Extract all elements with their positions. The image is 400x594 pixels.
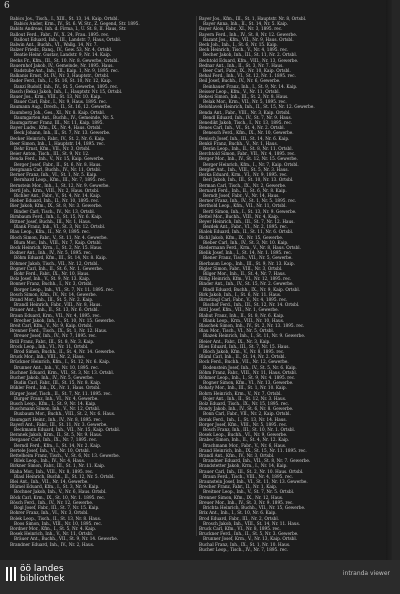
directory-entry: Buxbaum Mor., Buchh., VIII., St. 2, Nr. 6. Haus. <box>14 411 116 417</box>
directory-entry: Blank Franz, Inh., VI., St. 3, Nr. 12. Ortsbl. <box>14 224 106 230</box>
directory-entry: Baumann Aug., Drech., II., St. 16, 12. Gewerbe. <box>10 104 112 110</box>
directory-entry: Brandner Eduard, Inh., IV., Nr. 2, Haus. <box>10 541 95 547</box>
directory-entry: Brandner Eduard, Inh., VII., St. 8, Nr. 7. Gewerbe. <box>203 458 311 464</box>
directory-entry: Bindl Eduard, Buchh., IX., Nr. 9, Kaip. Ortsbl. <box>203 286 300 292</box>
directory-entry: Bechtold Eduard, Kfm., VIII., Nr. 13, Gewerbe. <box>199 57 299 63</box>
directory-entry: Bodenstein Josef, Inh., IV., St. 5, Nr. 6. Kaip. <box>203 364 297 370</box>
directory-entry: Bruckner Ferd., Inh., II., St. 5, Nr. 3. Gewerbe. <box>199 531 299 537</box>
directory-entry: Belak Mor., Krm., VII., Nr. 5, 1895. rec. <box>203 99 287 105</box>
directory-entry: Berner Franz, Inh., IV., St. 1, Nr. 5. 1895. rec. <box>199 198 297 204</box>
directory-entry: Blies Eduard, Inh., III., St. 7, Nr. 15. Haus. <box>199 343 290 349</box>
directory-entry: Brachmann Mor., Fabr., V., Nr. 6, Haus. <box>203 442 287 448</box>
directory-entry: Böhmer Jakob, Tisch., VII., Nr. 12, Ortsbl. <box>10 260 99 266</box>
directory-entry: Blahut Franz, Inh., II., St. 8, Nr. 6. Kaip. <box>199 312 285 318</box>
directory-entry: Bock Heinrich, Krm., I., St. 2, Nr. 15. Haus. <box>10 244 103 250</box>
directory-entry: Bauer Carl, Fabr., I., Nr. 9, Haus. 1895. rec. <box>14 99 108 105</box>
directory-entry: Bader Ferd., Inh., I., St. 16, St. 10, Nr. 12, Kaip. <box>10 78 112 84</box>
directory-entry: Bruck Carl, Kfm., VI., Nr. 8, 1895. rec. <box>199 525 281 531</box>
directory-entry: Brand Mor., Inh., III., St. 5, Nr. 2. Kaip. <box>10 296 94 302</box>
directory-entry: Behr Ernst, Kfm., VII., Nr. 3, Ortsbl. <box>14 146 91 152</box>
directory-entry: Beil Josef, Buchh., IV., Nr. 6, Gewerbe. <box>199 78 281 84</box>
directory-entry: Berndt Josef, Fabr., V., Nr. 14, Haus. <box>203 192 280 198</box>
directory-entry: Bühler Ferd., Inh., IX., Nr. 1, Haus. Ortsbl. <box>10 385 101 391</box>
directory-entry: Brandl Heinrich, Fabr., VIII., Nr. 8, Haus. <box>14 302 102 308</box>
directory-entry: Bürger Josef, Tisch., II., St. 7, Nr. 11. 1895. rec. <box>10 390 112 396</box>
directory-entry: Bruck Mor., Inh., VIII., Nr. 2, Haus. <box>10 354 85 360</box>
directory-entry: Brauer Ant., Inh., II., St. 13, Nr. 6. Ortsbl. <box>10 307 99 313</box>
directory-entry: Berka Eduard, Krm., VI., Nr. 9, 1895. rec. <box>199 172 288 178</box>
directory-entry: Buchal Franz, Inh., IX., St. 1, Nr. 10. Haus. <box>199 541 291 547</box>
directory-entry: Bucher Jakob, Inh., IV., Nr. 5, Gewerbe. <box>10 375 94 381</box>
directory-entry: Bosch Simon, Kfm., IV., Nr. 14, Gewerbe. <box>10 291 97 297</box>
directory-entry: Beranek Jakob, Krm., II., St. 5, Nr. 9. Haus. <box>10 432 103 438</box>
directory-entry: Bigler Simon, Fabr., VIII., Nr. 3, Ortsbl. <box>199 265 283 271</box>
directory-entry: Birnbaum Ferd., Inh., I., St. 15, Nr. 6. Kaip. <box>10 213 103 219</box>
directory-entry: Brock Leop., Inh., VI., Nr. 11, Ortsbl. <box>10 343 89 349</box>
directory-entry: Beck Joh., Inh., I., St. 6, Nr. 15. Kaip. <box>199 42 278 48</box>
directory-entry: Bock Ferd., Buchh., VII., Nr. 12, Gewerbe. <box>199 359 289 365</box>
directory-entry: Bauer Jos., Krm., VIII., St. 13, Nr. 10. Kaip. <box>10 94 102 100</box>
directory-entry: Breuer Josef, Inh., IV., Nr. 7, 1895. rec. <box>14 333 97 339</box>
directory-entry: Bordner Mor., Kfm., I., St. 5, Nr. 4. Kaip. <box>10 525 97 531</box>
directory-entry: Bialek Eduard, Inh., II., St. 11, Nr. 6. Ortsbl. <box>199 229 294 235</box>
directory-entry: Babits Andreas, Inh. d. Firma, I., U. St. 8, II. Haus, Str. <box>10 26 127 32</box>
library-logo[interactable] <box>6 564 64 584</box>
directory-entry: Boos Simon, Inh., VIII., Nr. 10, 1895. rec. <box>14 520 103 526</box>
directory-entry: Böhm Franz, Fabr., VIII., Nr. 11, Haus. Ortsbl. <box>199 369 298 375</box>
directory-entry: Bodner Ant., Inh., IV., Nr. 5, 1895. rec. <box>10 250 92 256</box>
directory-entry: Bernard Ferd., Inh., II., St. 6, Nr. 8. Kaip. <box>199 187 287 193</box>
directory-entry: Berchtold Simon, Fabr., VII., Nr. 4, 1895. rec. <box>199 151 296 157</box>
directory-entry: Brichta Heinrich, Buchh., VII., Nr. 15, Gewerbe. <box>203 505 306 511</box>
directory-entry: Benda Ant., Fabr., VIII., Nr. 3, Kaip. Ortsbl. <box>199 109 291 115</box>
directory-entry: Brandl Ant., Kfm., IV., Nr. 3, Ortsbl. <box>199 453 275 459</box>
page-number: 6 <box>4 1 10 11</box>
directory-entry: Bernstein Mor., Inh., I., St. 12, Nr. 9. Gewerbe. <box>10 182 110 188</box>
directory-entry: Beer Carl, Fabr., IX., Nr. 10, Kaip. Ortsbl. <box>203 68 291 74</box>
directory-entry: Bergmann Carl, Buchh., IV., Nr. 11, Ortsbl. <box>10 166 102 172</box>
directory-entry: Borger Josef, Kfm., VIII., Nr. 5, 1895. rec. <box>199 421 288 427</box>
directory-entry: Berán Leop., Inh., II., St. 8, Nr. 11. Ortsbl. <box>203 146 293 152</box>
directory-entry: Babics Jos., Tisch., I., XIII., St. 13, 14. Kaip. Ortsbl. <box>10 16 119 21</box>
directory-entry: Böck Carl, Krm., IX., St. 10, Nr. 1. 1895. rec. <box>10 494 106 500</box>
directory-entry: Bogner Simon, Kfm., VI., Nr. 13, Gewerbe. <box>203 380 294 386</box>
directory-entry: Bosch Franz, Inh., III., St. 10, Nr. 1. Ortsbl. <box>203 427 296 433</box>
directory-entry: Bohaty Mor., Inh., III., St. 1, Nr. 10. Kaip. <box>199 385 287 391</box>
directory-entry: Balzer Friedr., Banq., IV., Gew. 53, Nr. 4, Ortsbl. <box>10 47 113 53</box>
directory-entry: Balwin Ant., Buchh., VI., Wallg. 14, Nr. 7. <box>10 42 98 48</box>
directory-entry: Buschmann Simon, Inh., V., Nr. 12, Ortsbl. <box>10 406 101 412</box>
directory-entry: Berndl Ferd., Kfm., I., St. 14, Nr. 2. Kaip. <box>14 442 102 448</box>
directory-entry: Bosek Leop., Buchh., VI., Nr. 9, Gewerbe. <box>199 432 288 438</box>
directory-entry: Becher Jakob, Inh., III., St. 11, Nr. 2. Ortsbl. <box>203 52 297 58</box>
directory-entry: Bilek Leop., Inh., IV., Nr. 4, Haus. <box>14 458 86 464</box>
directory-entry: Berger Mor., Inh., IV., St. 12, Nr. 15. Gewerbe. <box>199 156 298 162</box>
directory-entry: Babics Ander, Krm., IV., St. 6. W. Str., Z. Gegend, Str. 1895. <box>14 21 140 27</box>
directory-entry: Ballout Ferd., Fabr., IV., X. 24, Frau. 1895. rec. <box>10 31 110 37</box>
directory-entry: Bochner Jakob, Inh., V., Nr. 6, Haus. Ortsbl. <box>14 489 107 495</box>
directory-entry: Beyer Heinrich, Inh., III., St. 7, Nr. 12. Haus. <box>199 218 295 224</box>
directory-entry: Bertele Josef, Inh., VI., Nr. 10, Ortsbl. <box>10 447 90 453</box>
directory-entry: Bayer Ludw., Kfm., IX., Nr. 4, Haus. Ortsbl. <box>10 125 102 131</box>
directory-entry: Bettelheim Franz, Tisch., V., St. 6, Nr. 13. Gewerbe. <box>10 453 120 459</box>
directory-entry: Bergler Ant., Inh., VIII., St. 5, Nr. 3. Haus. <box>199 166 289 172</box>
directory-entry: Brix Ant., Inh., I., St. 10, Nr. 6. Kaip. <box>199 510 277 516</box>
directory-entry: Bloch Simon, Fabr., V., St. 11, Nr. 4. Gewerbe. <box>10 234 108 240</box>
directory-entry: Böhm Eduard, Kfm., III., St. 14, Nr. 8. Kaip. <box>14 255 107 261</box>
directory-entry: Bendl Eduard, Inh., IV., St. 7, Nr. 9. Haus. <box>203 114 292 120</box>
directory-entry: Brückner Heinrich, Kfm., I., St. 12, Nr. 6. Kaip. <box>10 359 111 365</box>
directory-entry: Benesch Ferd., Kfm., IX., Nr. 10, Gewerbe. <box>203 130 294 136</box>
directory-entry: Benda Ferd., Inh., V., Nr. 15, Kaip. Gewerbe. <box>10 156 105 162</box>
directory-entry: Ballout Eduard, Inh., III., Landstr. 7, Haus, Ortsbl. <box>14 36 122 42</box>
directory-entry: Bondy Jakob, Inh., IV., St. 6, Nr. 8. Gewerbe. <box>199 406 294 412</box>
logo-line-2: bibliothek <box>20 574 65 584</box>
directory-entry: Brenner Simon, Kfm., IX., Nr. 12, Haus. <box>199 494 284 500</box>
directory-entry: Bieber Eduard, Inh., II., Nr. 10, 1895. rec. <box>10 198 100 204</box>
viewer-footer <box>0 560 400 594</box>
right-column <box>199 16 387 552</box>
directory-entry: Becker Heinrich, Fabr., IV., St. 2, Nr. 6. Kaip. <box>10 135 106 141</box>
directory-entry: Bohr Ferd., Fabr., IX., Nr. 10, Haus. <box>14 270 90 276</box>
directory-entry: Brecher Jakob, Inh., I., St. 10, Nr. 15. Gewerbe. <box>14 317 116 323</box>
directory-entry: Brabec Simon, Inh., II., St. 4, Nr. 12. Kaip. <box>199 437 290 443</box>
directory-entry: Borger Leop., Inh., VI., St. 7, Nr. 11. 1895. rec. <box>14 286 115 292</box>
directory-entry: Böhmer Leop., Inh., I., St. 9, Nr. 4. 1895. rec. <box>199 375 296 381</box>
directory-entry: Bräuer Ant., Buchh., VII., St. 9, Nr. 14. Gewerbe. <box>14 536 119 542</box>
directory-entry: Bayerl Ant., Fabr., III., St. 11, Nr. 3. Gewerbe. <box>10 421 108 427</box>
directory-entry: Biedermann Ferd., Krm., V., Nr. 8, Haus. Ortsbl. <box>199 244 301 250</box>
directory-entry: Brosch Jakob, Inh., VIII., St. 14, Nr. 11. Haus. <box>203 520 301 526</box>
directory-entry: Braun Eduard, Krm., VII., Nr. 4, 1895. rec. <box>10 312 101 318</box>
directory-entry: Blümel Eduard, Kfm., I., St. 3, Nr. 9. Kaip. <box>10 484 100 490</box>
logo-line-1: öö landes <box>20 564 64 574</box>
directory-entry: Beisser Leop., Kfm., V., Nr. 11, Ortsbl. <box>199 88 280 94</box>
directory-entry: Budin Carl, Fabr., III., St. 15, Nr. 8. Kaip. <box>14 380 102 386</box>
directory-entry: Birnstingl Carl, Fabr., V., Nr. 4, 1895. rec. <box>199 296 288 302</box>
logo-bars-icon <box>6 567 16 581</box>
directory-entry: Breuer Mor., Inh., IV., St. 3, Nr. 9. 1895. rec. <box>199 499 294 505</box>
directory-entry: Bayer Alois, Fabr., XI., Nr. 3, 1895. rec. <box>199 26 283 32</box>
directory-entry: Bolek Leop., Tisch., II., St. 13, Nr. 8. Haus. <box>10 515 102 521</box>
directory-entry: Brod Eduard, Fabr., III., Nr. 2, Ortsbl. <box>199 515 279 521</box>
directory-entry: Birkner Simon, Fabr., III., St. 1, Nr. 11. Kaip. <box>10 463 106 469</box>
directory-entry: Bolz Eduard, Tisch., IX., Nr. 15, 1895. rec. <box>199 401 290 407</box>
directory-entry: Behal Ferd., Inh., VI., St. 12, Nr. 1. 1895. rec. <box>199 73 296 79</box>
directory-entry: Benkö Franz, Buchh., V., Nr. 1, Haus. <box>199 140 278 146</box>
directory-entry: Brauer Carl, Inh., III., St. 2, Nr. 10. Haus. Ortsbl. <box>199 468 304 474</box>
directory-entry: Belohlavek Heinrich, Inh., II., St. 15, Nr. 12. Gewerbe. <box>199 104 315 110</box>
directory-entry: Blei Ant., Inh., VII., Nr. 14, Gewerbe. <box>10 479 89 485</box>
directory-entry: Bohrer Franz, Inh., VI., Nr. 3, Ortsbl. <box>10 510 89 516</box>
directory-entry: Brill Franz, Fabr., III., St. 8, Nr. 3. Kaip. <box>10 338 95 344</box>
directory-entry: Blaha Mor., Inh., VIII., Nr. 8, 1895. rec. <box>10 468 94 474</box>
directory-entry: Bischof Ferd., Inh., III., St. 12, Nr. 14. Ortsbl. <box>203 302 300 308</box>
directory-entry: Beinhauer Franz, Inh., I., St. 9, Nr. 14. Kaip. <box>203 83 298 89</box>
directory-entry: Berner Franz, Inh., VI., St. 1, Nr. 5. Kaip. <box>10 172 98 178</box>
directory-entry: Brunner Ant., Inh., V., Nr. 10, 1895. rec. <box>14 364 100 370</box>
directory-entry: Berthold Leop., Kfm., VII., Nr. 11, Ortsbl. <box>199 203 287 209</box>
directory-entry: Bichl Jakob, Kfm., IX., Nr. 15, Gewerbe. <box>199 234 284 240</box>
directory-entry: Bezdek Ant., Fabr., VI., Nr. 2, 1895. rec. <box>203 224 288 230</box>
directory-entry: Bergauer Carl, Inh., IX., Nr. 7, 1895. rec. <box>10 437 98 443</box>
directory-entry: Beck Johann, Inh., II., St. 7, Nr. 13. Gewerbe. <box>14 130 111 136</box>
directory-entry: Bierbaum Leop., Inh., III., St. 9, Nr. 13. Kaip. <box>199 260 295 266</box>
directory-entry: Beier Anton, Tisch., III., St. 9, Nr. 12. <box>10 151 90 157</box>
directory-entry: Brenner Ferd., Tisch., IX., St. 1, Nr. 12. Haus. <box>10 328 108 334</box>
directory-entry: Berl Jakob, Inh., III., St. 10, Nr. 13. Ortsbl. <box>203 177 294 183</box>
directory-entry: Buchner Eduard, Krm., VII., St. 3, Nr. 13. Ortsbl. <box>10 369 115 375</box>
directory-entry: Bonner Franz, Buchh., I., Nr. 3, Ortsbl. <box>10 281 93 287</box>
directory-entry: Birk Jakob, Inh., I., St. 6, Nr. 11. Haus. <box>199 291 282 297</box>
directory-entry: Billig Heinrich, Kfm., VI., Nr. 12, 1895. rec. <box>199 276 292 282</box>
directory-entry: Breitner Leop., Inh., V., St. 7, Nr. 5. Ortsbl. <box>203 489 295 495</box>
directory-entry: Baumgarten Ant., Buchh., IV., Gemeinde, Nr. 5. <box>14 114 115 120</box>
directory-entry: Blank Leop., Krm., VIII., Nr. 10, Haus. <box>203 317 285 323</box>
directory-entry: Beatie Heinr. Gustav, Landstr. 9, Nr. 14. Kaip. <box>14 52 112 58</box>
directory-entry: Berger Heinrich, Kfm., I., Nr. 7, Kaip. Ortsbl. <box>203 161 299 167</box>
directory-entry: Bertl Joh., Krm., VIII., Nr. 2, Haus. Ortsbl. <box>10 187 100 193</box>
directory-entry: Blau Leop., Kfm., II., Nr. 9, 1895. rec. <box>10 229 91 235</box>
directory-entry: Breit Carl, Kfm., V., Nr. 9, Kaip. Ortsbl. <box>10 322 93 328</box>
directory-entry: Bichler Ant., Fabr., V., St. 4, Nr. 14. Kaip. <box>14 192 101 198</box>
directory-entry: Beckmann Eduard, Inh., VII., Nr. 15, Kaip. Ortsbl. <box>14 427 121 433</box>
directory-entry: Bogl Josef, Fabr., III., St. 7, Nr. 15. Kaip. <box>14 505 100 511</box>
directory-entry: Borak Ferd., Inh., I., St. 13, Nr. 14. Haus. <box>199 416 287 422</box>
directory-entry: Brand Heinrich, Inh., IX., St. 15, Nr. 11. 1895. rec. <box>199 447 307 453</box>
directory-entry: Bekesi Simon, Inh., III., St. 2, Nr. 8. Haus. <box>199 94 289 100</box>
directory-entry: Bayer Anna, Inh., II., St. 14, Nr. 5. Kaip. <box>203 21 289 27</box>
directory-entry: Blasl Heinrich, Buchh., II., St. 12, Nr. 5. Ortsbl. <box>14 473 115 479</box>
directory-entry: Bolz Josef, Inh., V., St. 9, Nr. 13. Kaip. <box>10 276 91 282</box>
directory-entry: Bednar Ant., Inh., II., St. 3, Nr. 7. Haus. <box>199 62 284 68</box>
viewer-credit[interactable]: intranda viewer <box>342 570 390 577</box>
directory-entry: Bohrn Heinrich, Krm., V., Nr. 7, Ortsbl. <box>199 390 282 396</box>
directory-entry: Bittner Josef, Buchh., III., Nr. 1, Haus. <box>10 218 92 224</box>
directory-entry: Burger Franz, Inh., VI., Nr. 4, Gewerbe. <box>14 395 99 401</box>
directory-entry: Bösch Ferd., Inh., IV., Nr. 12, Gewerbe. <box>10 499 94 505</box>
directory-entry: Baumgartner Franz, III., Nr. 11, Kaip. 1895. <box>10 120 104 126</box>
directory-entry: Bojer Ant., Inh., II., St. 12, Nr. 3. Haus. <box>203 395 287 401</box>
directory-entry: Bayer Jos., Kfm., III., St. 1, Hauptstr. Nr. 8, Ortsbl. <box>199 16 307 21</box>
directory-entry: Bieber Carl, Inh., IV., St. 3, Nr. 10. Kaip. <box>203 239 289 245</box>
page-edge <box>386 0 392 560</box>
directory-entry: Baumberg Joh., Ges., XI., Nr. 8. Kaip. Ortsbl. <box>10 109 106 115</box>
directory-entry: Benes Carl, Inh., VI., St. 4, Nr. 2. Ortsbl. <box>199 125 285 131</box>
directory-entry: Blazek Heinrich, Inh., I., St. 11, Nr. 9. Gewerbe. <box>203 333 306 339</box>
directory-entry: Beer Simon, Inh., I., Hauptstr. 14, 1895. rec. <box>10 140 105 146</box>
directory-entry: Basch (Beka) Jakob, Inh., I., Hauptstr. Nr. 15, Ortsbl. <box>10 88 123 94</box>
directory-entry: Brecher Franz, Fabr., II., Nr. 1, Kaip. <box>199 484 278 490</box>
directory-entry: Berger Josef, Fabr., II., St. 6, Nr. 8. Haus. <box>14 161 102 167</box>
directory-entry: Blau Mor., Tisch., VI., Nr. 5, Ortsbl. <box>199 328 275 334</box>
directory-entry: Bleier Ant., Fabr., IX., Nr. 3, Kaip. <box>199 338 271 344</box>
directory-entry: Bilger Mor., Inh., II., St. 4, Nr. 7. Haus. <box>203 270 286 276</box>
directory-entry: Bonn Carl, Fabr., VII., Nr. 2, Kaip. Ortsbl. <box>203 411 291 417</box>
directory-entry: Brunner Josef, Krm., V., Nr. 13, Kaip. Ortsbl. <box>203 536 298 542</box>
directory-entry: Bertl Simon, Inh., I., St. 13, Nr. 9. Gewerbe. <box>203 208 297 214</box>
directory-entry: Bloch Jakob, Kfm., V., Nr. 8, 1895. rec. <box>203 349 285 354</box>
directory-entry: Beck Heinrich, Tisch., V., Nr. 4, 1895. rec. <box>199 47 289 53</box>
directory-entry: Bernhard Leop., Kfm., III., Nr. 7, 1895. rec. <box>14 177 107 183</box>
directory-entry: Bauernhof Jakob, IV., Gemeinde, Nr. 1895. Haus. <box>10 62 114 68</box>
directory-entry: Bosek Heinrich, Inh., V., Nr. 11, Ortsbl. <box>10 531 94 537</box>
directory-entry: Blum Mor., Inh., VIII., Nr. 7, Kaip. Ortsbl. <box>14 239 102 245</box>
directory-entry: Becks Fr., Kfm., III., St. 10. Nr. 8. Gewerbe, Ortsbl. <box>10 57 119 63</box>
directory-entry: Braunstein Josef, Inh., VI., St. 11, Nr. 13. Gewerbe. <box>199 479 308 485</box>
directory-entry: Bielik Josef, Inh., I., St. 14, Nr. 1. 1895. rec. <box>199 250 292 256</box>
directory-entry: Benedikt Jakob, Tisch., I., Nr. 13, 1895. rec. <box>199 120 293 126</box>
directory-entry: Bogner Carl, Inh., II., St. 6, Nr. 1. Gewerbe. <box>10 265 103 271</box>
directory-entry: Brandstetter Jakob, Krm., I., Nr. 14, Kaip. <box>199 463 288 469</box>
directory-entry: Binder Ant., Inh., IV., St. 15, Nr. 2. Gewerbe. <box>199 281 294 287</box>
directory-entry: Bazant Jos., Kfm., VII., Nr. 9, Haus. Ortsbl. <box>203 36 294 42</box>
directory-entry: Busch Leop., Kfm., I., St. 9, Nr. 14. Kaip. <box>10 401 97 407</box>
directory-entry: Bittl Josef, Kfm., VII., Nr. 1, Gewerbe. <box>199 307 279 313</box>
column-divider <box>196 16 197 536</box>
directory-entry: Badstube Ant., Inh., III., Kaip. 1, Nr. 9, 1895. rec. <box>14 68 119 74</box>
directory-entry: Blaschek Simon, Inh., IV., St. 2, Nr. 13. 1895. rec. <box>199 322 305 328</box>
directory-entry: Bayern Ferd., Inh., IV., St. 8, Nr. 12. Gewerbe. <box>199 31 298 37</box>
directory-entry: Binder Carl, Tisch., IV., Nr. 13, Ortsbl. <box>14 208 96 214</box>
left-column <box>10 16 198 547</box>
directory-entry: Brod Simon, Buchh., II., St. 4, Nr. 14. Gewerbe. <box>14 349 116 354</box>
directory-entry: Blüml Carl, Inh., II., St. 14, Nr. 2. Ortsbl. <box>199 354 286 360</box>
directory-entry: Berman Carl, Tisch., IX., Nr. 2, Gewerbe. <box>199 182 287 188</box>
directory-entry: Balkanis Ernst, St. IV., Nr. 3, Hauptstr., Ortsbl. <box>10 73 110 79</box>
directory-entry: Benisch Josef, Inh., III., St. 14, Nr. 6. Kaip. <box>199 135 290 141</box>
directory-entry: Bucher Leop., Tisch., IV., Nr. 7, 1895. rec. <box>199 546 289 552</box>
directory-entry: Braun Ferd., Tisch., VIII., Nr. 4, 1895. rec. <box>203 473 294 479</box>
directory-entry: Bettel Mor., Buchh., VIII., Nr. 4, Kaip. <box>199 213 280 219</box>
directory-entry: Bier Jakob, Kfm., IX., St. 8, Nr. 3. Gewerbe. <box>10 203 103 209</box>
directory-entry: Biener Franz, Tisch., VII., Nr. 5, Gewerbe. <box>203 255 293 261</box>
directory-entry: Banzi Rudolf, Inh., IV., St. 5, Gewerbe, 1895. rec. <box>14 83 119 89</box>
directory-entry: Baumgart Heinr., Inh., IV., Nr. 8, 1895. rec. <box>10 416 102 422</box>
